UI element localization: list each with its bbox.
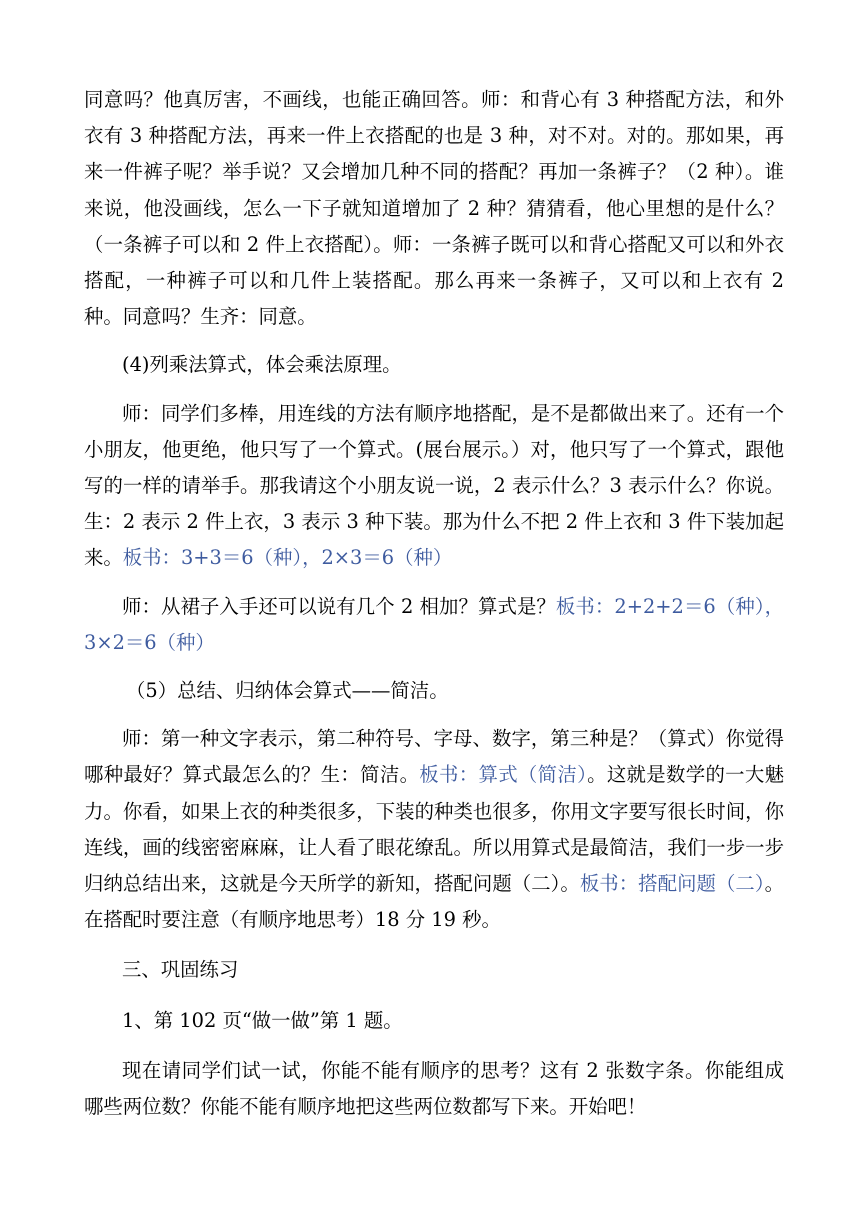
paragraph-dialogue-pants: 同意吗？他真厉害，不画线，也能正确回答。师：和背心有 3 种搭配方法，和外衣有 3 种搭配方法，再来一件上衣搭配的也是 3 种，对不对。对的。那如果，再来一件裤子呢？举手说？又会增加几种不同的搭配？再加一条裤子？（2 种）。谁来说，他没画线，怎么一下子就知道增加了 2 种？猜猜看，他心里想的是什么？（一条裤子可以和 2 件上衣搭配）。师：一条裤子既可以和背心搭配又可以和外衣搭配，一种裤子可以和几件上装搭配。那么再来一条裤子，又可以和上衣有 2 种。同意吗？生齐：同意。 xyxy=(84,88,784,329)
paragraph-text: 师：第一种文字表示，第二种符号、字母、数字，第三种是？（算式）你觉得哪种最好？算式最怎么的？生：简洁。 xyxy=(84,727,784,787)
section-heading-3: 三、巩固练习 xyxy=(122,958,239,982)
board-note: 板书：3+3＝6（种），2×3＝6（种） xyxy=(122,546,453,570)
document-page xyxy=(84,82,784,1125)
board-note: 板书：2+2+2＝6（种），3×2＝6（种） xyxy=(84,594,784,654)
section-heading-4: (4)列乘法算式，体会乘法原理。 xyxy=(122,353,402,377)
paragraph-text: 师：同学们多棒，用连线的方法有顺序地搭配，是不是都做出来了。还有一个小朋友，他更绝，他只写了一个算式。(展台展示。）对，他只写了一个算式，跟他写的一样的请举手。那我请这个小朋友说一说，2 表示什么？3 表示什么？你说。生：2 表示 2 件上衣，3 表示 3 种下装。那为什么不把 2 件上衣和 3 件下装加起来。 xyxy=(84,401,784,570)
section-heading-5: （5）总结、归纳体会算式——简洁。 xyxy=(126,679,449,703)
paragraph-summary xyxy=(84,721,784,938)
exercise-heading: 1、第 102 页“做一做”第 1 题。 xyxy=(122,1008,403,1032)
paragraph-text: 。在搭配时要注意（有顺序地思考）18 分 19 秒。 xyxy=(84,872,784,932)
board-note: 板书：搭配问题（二） xyxy=(579,872,765,896)
board-note: 板书：算式（简洁） xyxy=(419,763,588,787)
paragraph-text: 师：从裙子入手还可以说有几个 2 相加？算式是？ xyxy=(122,594,556,618)
paragraph-exercise: 现在请同学们试一试，你能不能有顺序的思考？这有 2 张数字条。你能组成哪些两位数？你能不能有顺序地把这些两位数都写下来。开始吧！ xyxy=(84,1058,784,1119)
paragraph-text: 。这就是数学的一大魅力。你看，如果上衣的种类很多，下装的种类也很多，你用文字要写很长时间，你连线，画的线密密麻麻，让人看了眼花缭乱。所以用算式是最简洁，我们一步一步归纳总结出来，这就是今天所学的新知，搭配问题（二）。 xyxy=(84,763,785,896)
paragraph-multiplication xyxy=(84,396,784,577)
paragraph-skirt xyxy=(84,589,784,661)
